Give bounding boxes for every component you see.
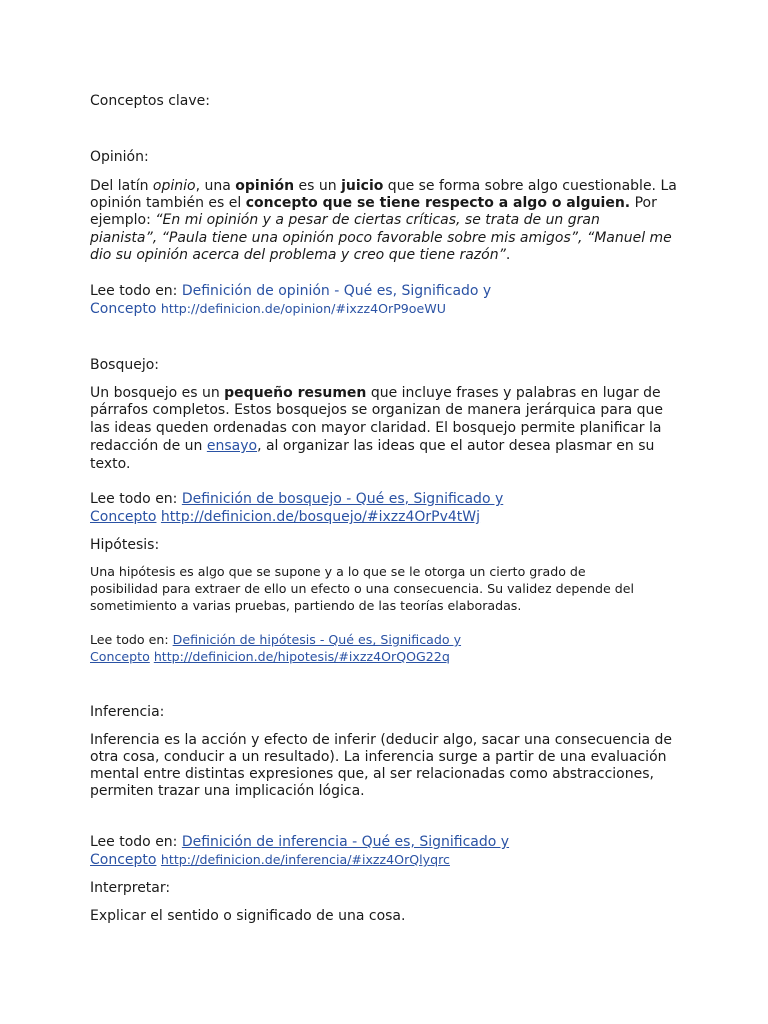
section-title-opinion: Opinión: <box>90 149 149 165</box>
bosquejo-paragraph-line: las ideas queden ordenadas con mayor claridad. El bosquejo permite planificar la <box>90 420 662 436</box>
bosquejo-paragraph-line: texto. <box>90 456 131 472</box>
inferencia-paragraph-line: permiten trazar una implicación lógica. <box>90 783 365 799</box>
text-run-bold: opinión <box>235 178 295 194</box>
inferencia-paragraph-line: mental entre distintas expresiones que, al ser relacionadas como abstracciones, <box>90 766 654 782</box>
document-heading: Conceptos clave: <box>90 93 210 109</box>
read-more-prefix: Lee todo en: <box>90 491 182 507</box>
text-run-italic: opinio <box>152 178 196 194</box>
read-more-prefix: Lee todo en: <box>90 632 173 647</box>
text-run: Del latín <box>90 178 153 194</box>
source-link[interactable]: Concepto <box>90 852 157 868</box>
text-run-italic: dio su opinión acerca del problema y creo que tiene razón” <box>90 247 506 263</box>
text-run: redacción de un <box>90 438 207 454</box>
hipotesis-paragraph-line: Una hipótesis es algo que se supone y a lo que se le otorga un cierto grado de <box>90 564 586 579</box>
text-run-italic: “En mi opinión y a pesar de ciertas críticas, se trata de un gran <box>155 212 600 228</box>
text-run: opinión también es el <box>90 195 246 211</box>
read-more-line <box>90 490 503 508</box>
bosquejo-paragraph-line <box>90 384 661 402</box>
section-title-inferencia: Inferencia: <box>90 704 165 720</box>
opinion-paragraph-line <box>90 246 510 264</box>
hipotesis-paragraph-line: sometimiento a varias pruebas, partiendo de las teorías elaboradas. <box>90 598 522 613</box>
section-title-bosquejo: Bosquejo: <box>90 357 160 373</box>
read-more-line <box>90 508 480 526</box>
text-run-bold: juicio <box>341 178 384 194</box>
read-more-line <box>90 282 491 300</box>
ensayo-link[interactable]: ensayo <box>206 438 258 454</box>
source-link[interactable]: Concepto <box>90 301 157 317</box>
section-title-interpretar: Interpretar: <box>90 880 171 896</box>
read-more-line <box>90 300 446 318</box>
source-url-link[interactable]: http://definicion.de/hipotesis/#ixzz4OrQOG22q <box>153 649 450 664</box>
opinion-paragraph-line <box>90 211 600 229</box>
text-run-bold: concepto que se tiene respecto a algo o alguien. <box>245 195 631 211</box>
source-link[interactable]: Concepto <box>90 649 150 664</box>
section-title-hipotesis: Hipótesis: <box>90 537 160 553</box>
source-link[interactable]: Concepto <box>90 509 157 525</box>
source-url-link[interactable]: http://definicion.de/inferencia/#ixzz4OrQlyqrc <box>160 852 450 867</box>
inferencia-paragraph-line: Inferencia es la acción y efecto de inferir (deducir algo, sacar una consecuencia de <box>90 732 673 748</box>
text-run: ejemplo: <box>90 212 156 228</box>
read-more-prefix: Lee todo en: <box>90 834 182 850</box>
bosquejo-paragraph-line <box>90 437 654 455</box>
inferencia-paragraph-line: otra cosa, conducir a un resultado). La inferencia surge a partir de una evaluación <box>90 749 667 765</box>
source-link[interactable]: Definición de inferencia - Qué es, Significado y <box>181 834 510 850</box>
text-run: que incluye frases y palabras en lugar de <box>366 385 661 401</box>
text-run: Un bosquejo es un <box>90 385 225 401</box>
read-more-prefix: Lee todo en: <box>90 283 182 299</box>
text-run: , una <box>195 178 236 194</box>
text-run: . <box>505 247 511 263</box>
interpretar-paragraph-line: Explicar el sentido o significado de una cosa. <box>90 908 406 924</box>
read-more-line <box>90 631 461 648</box>
text-run: es un <box>294 178 342 194</box>
read-more-line <box>90 648 450 665</box>
text-run: Por <box>630 195 657 211</box>
read-more-line <box>90 851 450 869</box>
text-run-bold: pequeño resumen <box>224 385 367 401</box>
bosquejo-paragraph-line: párrafos completos. Estos bosquejos se organizan de manera jerárquica para que <box>90 402 664 418</box>
text-run: que se forma sobre algo cuestionable. La <box>383 178 677 194</box>
source-url-link[interactable]: http://definicion.de/opinion/#ixzz4OrP9oeWU <box>160 301 446 316</box>
text-run: , al organizar las ideas que el autor desea plasmar en su <box>257 438 655 454</box>
hipotesis-paragraph-line: posibilidad para extraer de ello un efecto o una consecuencia. Su validez depende del <box>90 581 635 596</box>
opinion-paragraph-line: pianista”, “Paula tiene una opinión poco favorable sobre mis amigos”, “Manuel me <box>90 230 672 246</box>
source-link[interactable]: Definición de bosquejo - Qué es, Significado y <box>181 491 504 507</box>
source-link[interactable]: Definición de opinión - Qué es, Significado y <box>181 283 492 299</box>
opinion-paragraph-line <box>90 177 677 195</box>
read-more-line <box>90 833 509 851</box>
source-link[interactable]: Definición de hipótesis - Qué es, Significado y <box>172 632 462 647</box>
source-url-link[interactable]: http://definicion.de/bosquejo/#ixzz4OrPv4tWj <box>160 509 481 525</box>
opinion-paragraph-line <box>90 194 657 212</box>
